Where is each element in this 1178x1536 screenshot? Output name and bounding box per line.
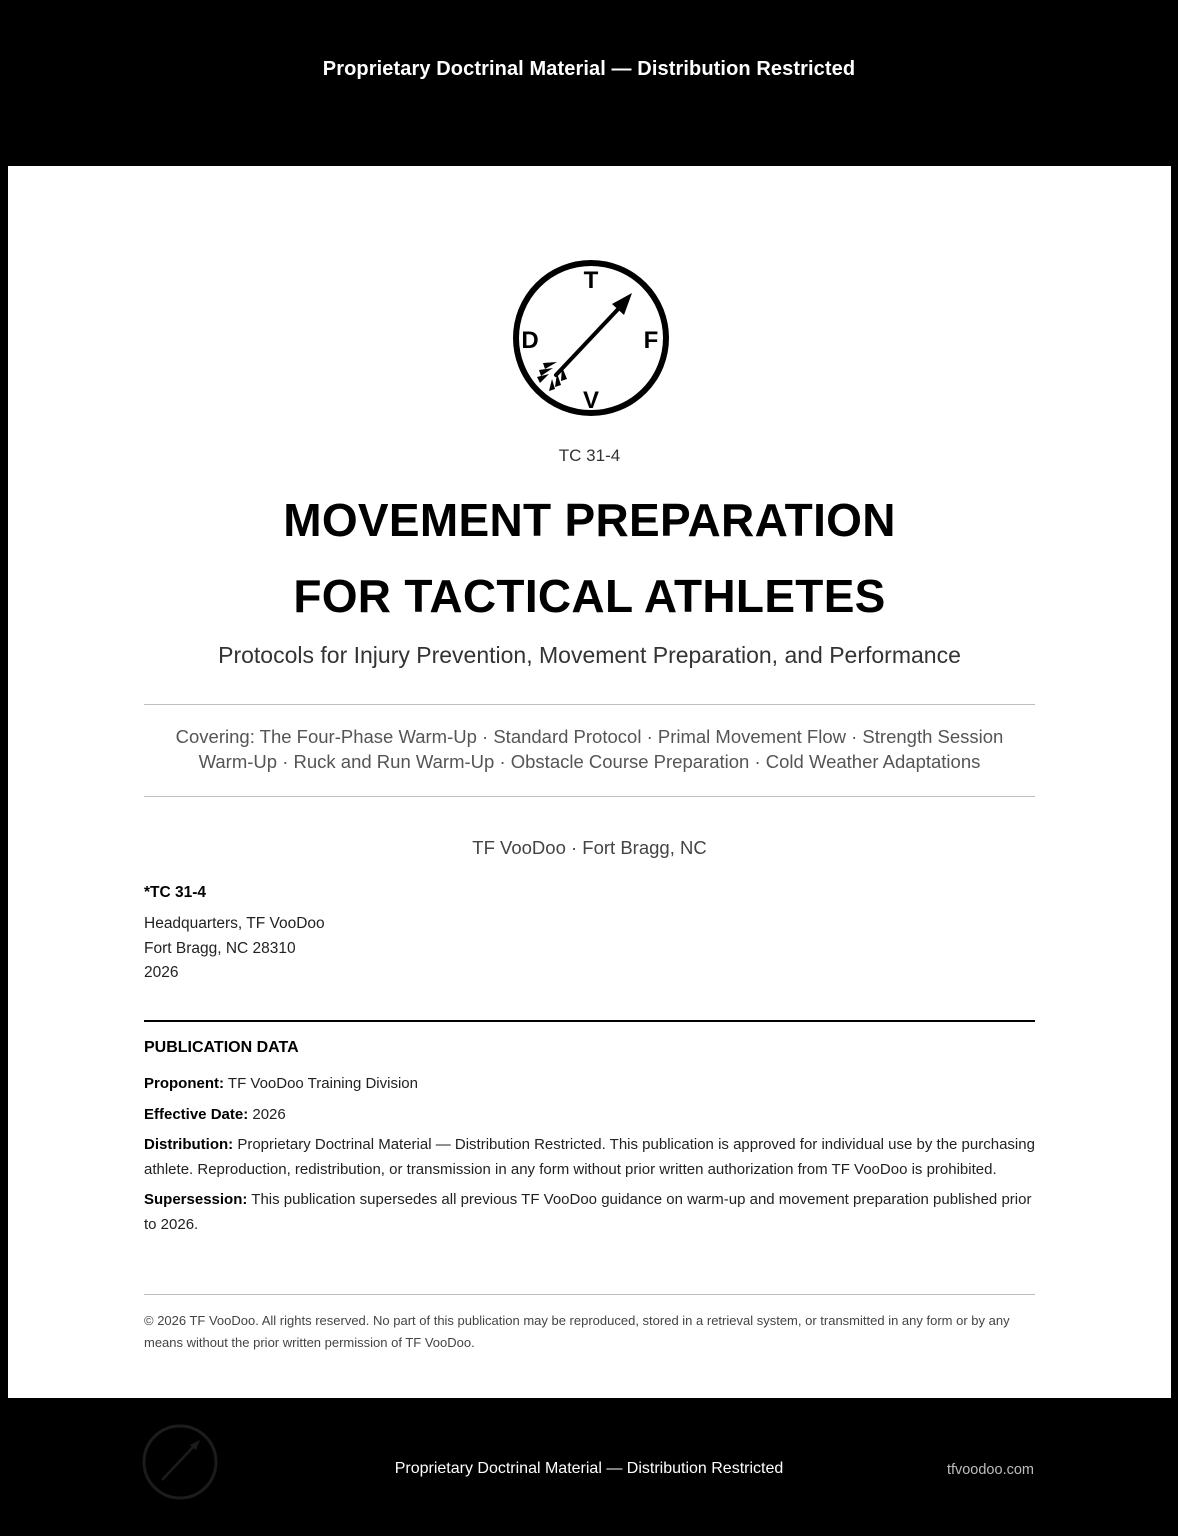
publication-data-heading: PUBLICATION DATA xyxy=(144,1039,299,1056)
title-line-1: MOVEMENT PREPARATION xyxy=(283,494,896,546)
publisher-location: TF VooDoo · Fort Bragg, NC xyxy=(472,837,707,858)
publication-divider xyxy=(144,1020,1035,1022)
top-banner xyxy=(0,0,1178,166)
emblem-letter-right: F xyxy=(643,327,659,354)
supersession-field xyxy=(144,1188,1035,1237)
publication-data-fields xyxy=(144,1072,1035,1243)
proponent-value: TF VooDoo Training Division xyxy=(227,1075,418,1092)
emblem-letter-top: T xyxy=(583,267,599,294)
restriction-banner-text: Proprietary Doctrinal Material — Distribution Restricted xyxy=(322,58,856,80)
effective-date-value: 2026 xyxy=(252,1105,286,1123)
divider-bottom xyxy=(144,796,1035,797)
proponent-field xyxy=(144,1072,1035,1097)
coverage-summary xyxy=(144,724,1035,774)
copyright-divider xyxy=(144,1294,1035,1295)
hq-line-2: Fort Bragg, NC 28310 xyxy=(144,939,296,957)
headquarters-block xyxy=(144,884,325,986)
effective-date-field xyxy=(144,1103,1035,1128)
divider-top xyxy=(144,704,1035,705)
distribution-value: Proprietary Doctrinal Material — Distribution Restricted. This publication is approved for individual use by the purchasing athlete. Reproduction, redistribution, or transmission in any form without prior written authorization from TF VooDoo is prohibited. xyxy=(144,1136,1035,1178)
hq-line-1: Headquarters, TF VooDoo xyxy=(144,915,325,932)
copyright-notice: © 2026 TF VooDoo. All rights reserved. No part of this publication may be reproduced, stored in a retrieval system, or transmitted in any form or by any means without the prior written permission of TF VooDoo. xyxy=(144,1313,1010,1350)
emblem-letter-left: D xyxy=(521,327,539,354)
compass-arrow-emblem-icon xyxy=(511,258,671,418)
supersession-value: This publication supersedes all previous TF VooDoo guidance on warm-up and movement preparation published prior to 2026. xyxy=(144,1191,1032,1233)
effective-date-label: Effective Date: xyxy=(144,1105,249,1123)
document-subtitle: Protocols for Injury Prevention, Movement Preparation, and Performance xyxy=(218,642,961,668)
hq-document-code: *TC 31-4 xyxy=(144,884,207,901)
emblem-letter-bottom: V xyxy=(582,387,600,414)
distribution-label: Distribution: xyxy=(144,1136,234,1153)
footer-restriction-text: Proprietary Doctrinal Material — Distribution Restricted xyxy=(394,1460,784,1477)
coverage-line-2: Warm-Up · Ruck and Run Warm-Up · Obstacle Course Preparation · Cold Weather Adaptations xyxy=(198,751,981,772)
supersession-label: Supersession: xyxy=(144,1191,248,1208)
title-line-2: FOR TACTICAL ATHLETES xyxy=(293,570,886,622)
document-number: TC 31-4 xyxy=(558,446,621,465)
hq-line-3: 2026 xyxy=(144,964,179,981)
cover-page xyxy=(8,166,1171,1398)
footer-website-link[interactable]: tfvoodoo.com xyxy=(946,1462,1034,1478)
page-footer xyxy=(0,1398,1178,1536)
document-title xyxy=(8,482,1171,634)
proponent-label: Proponent: xyxy=(144,1075,224,1092)
coverage-line-1: Covering: The Four-Phase Warm-Up · Standard Protocol · Primal Movement Flow · Strength Session xyxy=(175,726,1004,747)
distribution-field xyxy=(144,1133,1035,1182)
